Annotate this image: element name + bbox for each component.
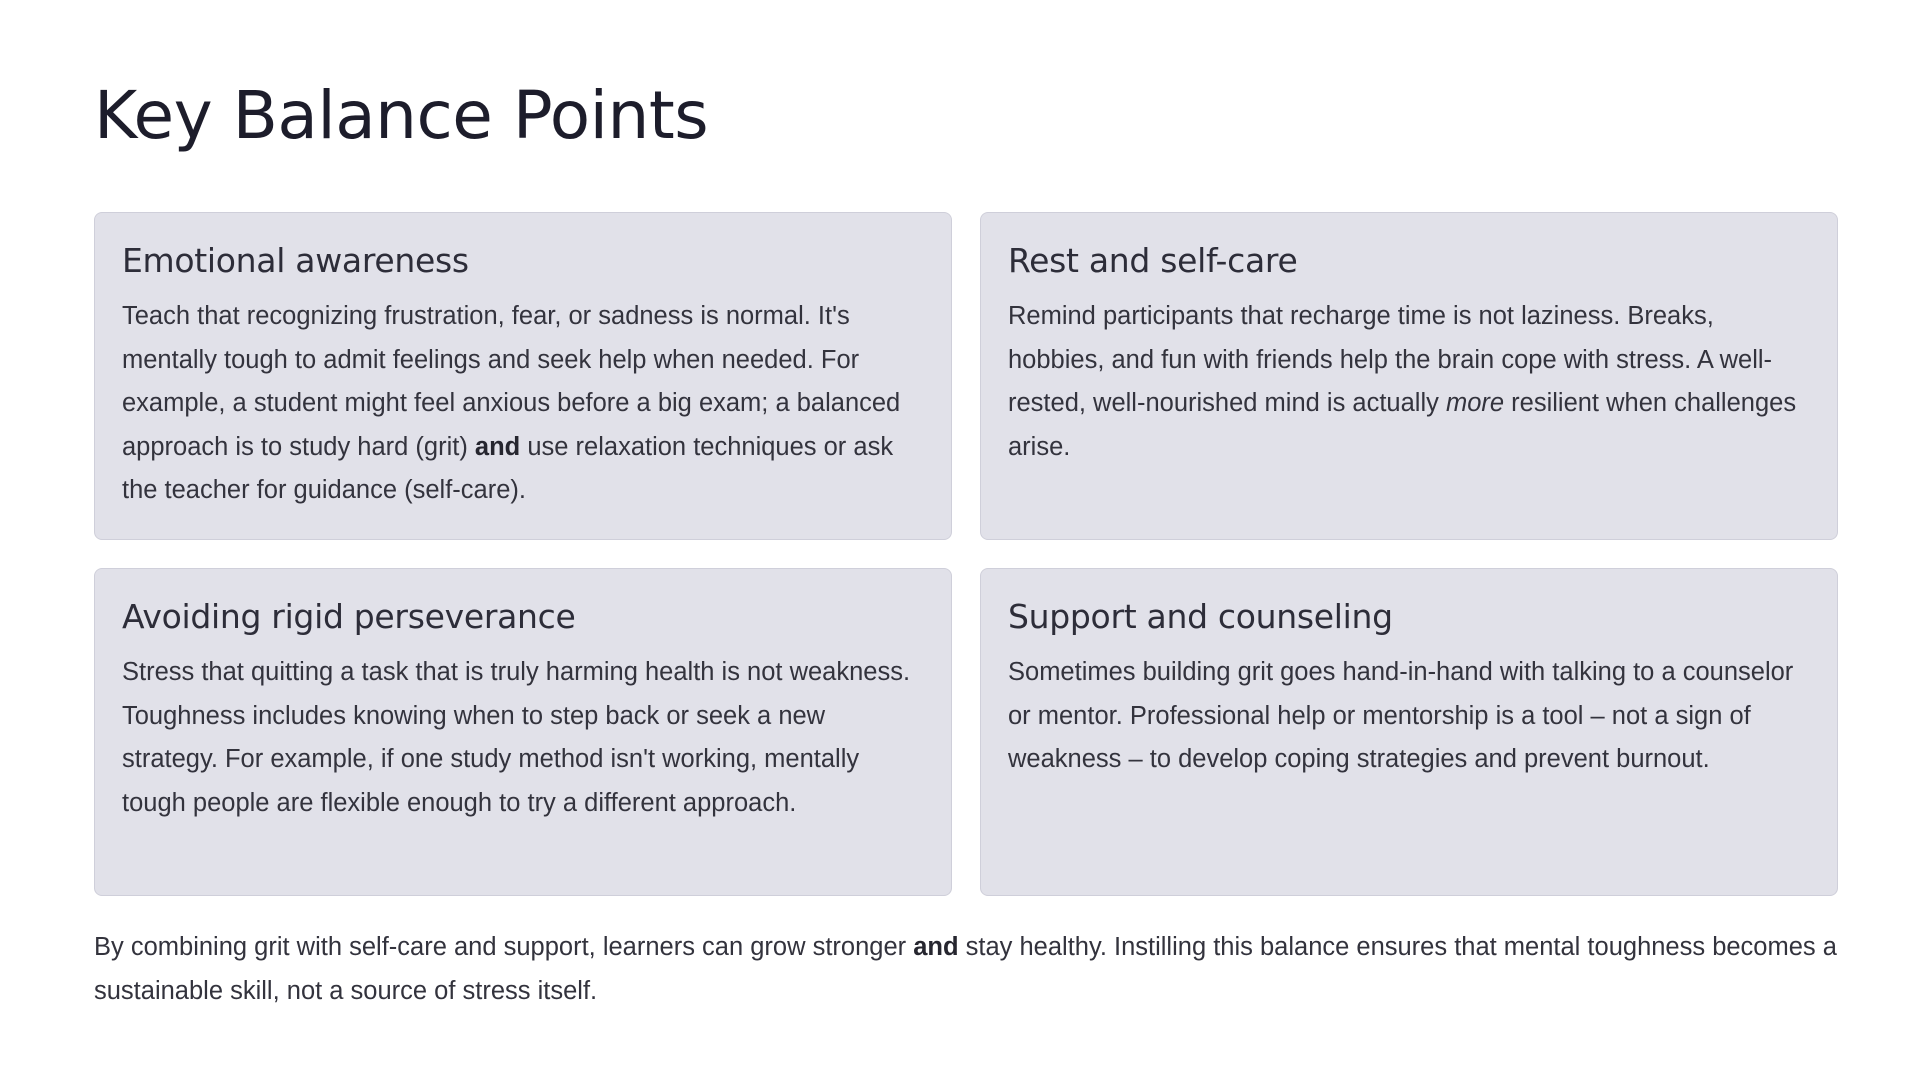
- card-body-text: resilient when challenges arise.: [1008, 389, 1797, 461]
- slide: [94, 0, 1838, 1080]
- card-avoiding-rigid-perseverance: [94, 568, 952, 896]
- card-body: Sometimes building grit goes hand-in-hand with talking to a counselor or mentor. Professional help or mentorship is a tool – not a sign of weakness – to develop coping strategies and prevent burnout.: [1008, 658, 1794, 773]
- card-rest-and-self-care: [980, 212, 1838, 540]
- card-support-and-counseling: [980, 568, 1838, 896]
- card-title: Support and counseling: [1008, 597, 1393, 636]
- card-body-emphasis: and: [474, 432, 521, 461]
- card-body-emphasis: more: [1445, 389, 1505, 417]
- card-body-text: use relaxation techniques or ask the teacher for guidance (self-care).: [122, 432, 894, 504]
- card-body: [1008, 295, 1811, 469]
- card-body-text: Teach that recognizing frustration, fear, or sadness is normal. It's mentally tough to admit feelings and seek help when needed. For example, a student might feel anxious before a big exam; a balanced approach is to study hard (grit): [122, 302, 901, 461]
- card-body: Stress that quitting a task that is truly harming health is not weakness. Toughness includes knowing when to step back or seek a new strategy. For example, if one study method isn't working, mentally tough people are flexible enough to try a different approach.: [122, 658, 911, 817]
- card-title: Emotional awareness: [122, 241, 469, 280]
- card-title: Avoiding rigid perseverance: [122, 597, 576, 636]
- summary-text: By combining grit with self-care and support, learners can grow stronger: [94, 933, 914, 961]
- card-body: [122, 295, 925, 513]
- summary-text: stay healthy. Instilling this balance ensures that mental toughness becomes a sustainable skill, not a source of stress itself.: [94, 933, 1837, 1005]
- summary-emphasis: and: [913, 933, 959, 961]
- page-title: Key Balance Points: [94, 77, 709, 154]
- card-emotional-awareness: [94, 212, 952, 540]
- card-title: Rest and self-care: [1008, 241, 1298, 280]
- cards-grid: [94, 212, 1838, 896]
- summary-paragraph: [94, 926, 1838, 1013]
- card-body-text: Remind participants that recharge time is not laziness. Breaks, hobbies, and fun with friends help the brain cope with stress. A well-rested, well-nourished mind is actually: [1008, 302, 1773, 417]
